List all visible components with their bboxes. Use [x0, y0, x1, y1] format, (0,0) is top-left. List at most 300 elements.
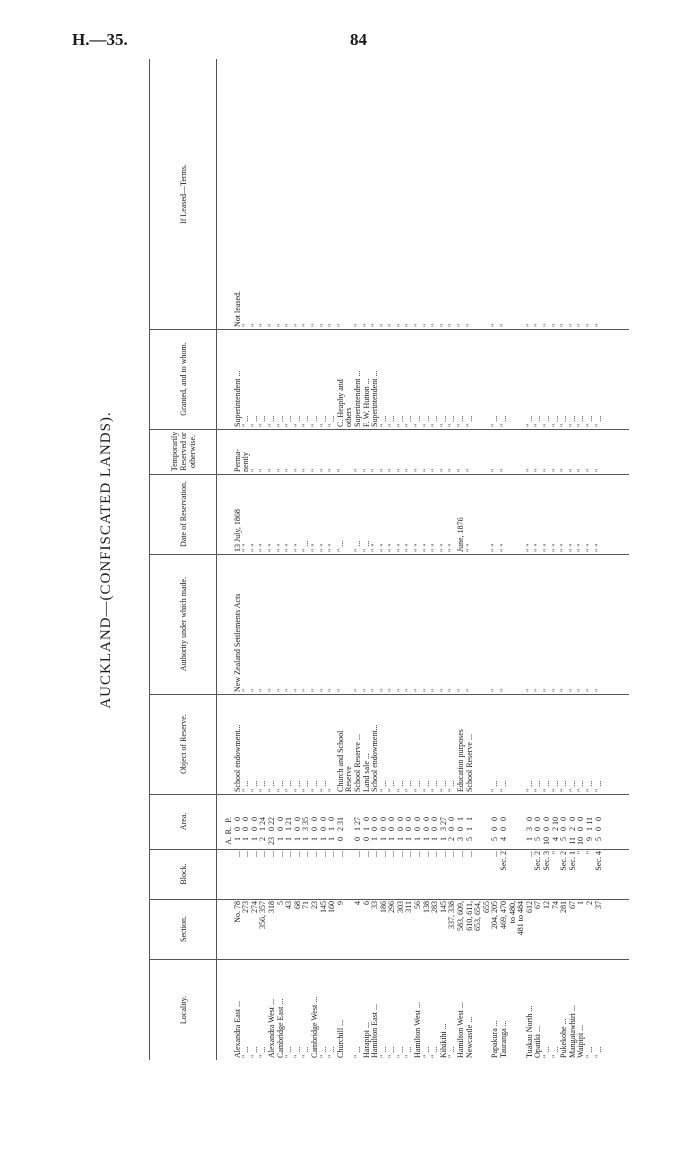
- block-header: Block.: [149, 849, 217, 899]
- block-cell: Sec. 2: [559, 851, 569, 871]
- locality-cell: " ...: [430, 1046, 440, 1058]
- date-cell: " ": [404, 543, 414, 552]
- area-p-value: 0: [404, 817, 414, 821]
- temp-cell: ": [541, 468, 551, 472]
- date-cell: " ": [327, 543, 337, 552]
- object-cell: School Reserve ...: [352, 734, 362, 792]
- section-cell: [345, 899, 354, 959]
- section-cell: 68: [292, 901, 302, 909]
- temp-cells: [217, 429, 603, 474]
- area-p-value: 0: [447, 817, 457, 821]
- locality-cell: Alexandra East ...: [232, 1000, 242, 1058]
- leased-cell: ": [404, 323, 414, 327]
- area-a-value: 1: [430, 837, 440, 841]
- area-a-value: 1: [378, 837, 388, 841]
- area-r-value: 0: [447, 827, 457, 831]
- locality-cell: " ...: [447, 1046, 457, 1058]
- object-cell: Church and School: [335, 730, 345, 792]
- object-cell: ": [327, 788, 337, 792]
- authority-header: Authority under which made.: [149, 554, 217, 694]
- granted-cell: " ...: [499, 415, 508, 427]
- authority-cell: ": [490, 688, 500, 692]
- section-column: [149, 899, 629, 960]
- area-a-value: 1: [327, 837, 337, 841]
- granted-cell: " ...: [421, 415, 431, 427]
- date-cell: " ...: [301, 540, 311, 552]
- object-cell: " ...: [550, 780, 560, 792]
- area-p-value: [509, 817, 518, 827]
- area-r-value: 0: [395, 827, 405, 831]
- area-p-value: 0: [387, 817, 397, 821]
- area-p-value: 0: [541, 817, 551, 821]
- area-r-value: 0: [593, 827, 603, 831]
- block-cell: Sec. 3: [541, 851, 551, 871]
- granted-cell: " ...: [318, 415, 328, 427]
- area-a-value: 1: [292, 837, 302, 841]
- leased-cell: ": [413, 323, 423, 327]
- temp-cell: ": [309, 468, 319, 472]
- locality-cell: Cambridge West ...: [309, 996, 319, 1058]
- leased-cell: [517, 59, 526, 329]
- leased-cell: ": [309, 323, 319, 327]
- area-a-value: 4: [499, 837, 508, 841]
- section-cells: [217, 899, 603, 959]
- temp-cell: ": [352, 468, 362, 472]
- date-cell: " ": [378, 543, 388, 552]
- date-cell: " ": [464, 543, 474, 552]
- object-cell: " ...: [249, 780, 259, 792]
- object-cell: " ...: [567, 780, 577, 792]
- date-cell: " ": [490, 543, 500, 552]
- granted-cell: " ...: [292, 415, 302, 427]
- authority-cell: [517, 554, 526, 694]
- locality-cell: " ...: [378, 1046, 388, 1058]
- leased-cell: [474, 59, 483, 329]
- area-cell: [509, 794, 518, 849]
- section-cell: 283: [430, 901, 440, 913]
- granted-cell: [483, 329, 492, 429]
- authority-cell: ": [593, 688, 603, 692]
- leased-cell: [225, 59, 234, 329]
- area-r-value: 0: [421, 827, 431, 831]
- date-cell: " ": [550, 543, 560, 552]
- section-cell: 337, 338: [447, 901, 457, 929]
- granted-cell: others: [344, 407, 354, 427]
- date-cell: " ": [266, 543, 276, 552]
- locality-cell: Alexandra West ...: [266, 999, 276, 1058]
- temp-cell: ": [593, 468, 603, 472]
- area-r-value: 3: [524, 827, 534, 831]
- area-r-value: 0: [430, 827, 440, 831]
- area-p-value: 27: [438, 817, 448, 825]
- block-cell: ...: [413, 851, 423, 857]
- area-cell: [337, 794, 346, 849]
- authority-cell: ": [327, 688, 337, 692]
- leased-cell: ": [421, 323, 431, 327]
- area-a-value: 4: [550, 837, 560, 841]
- locality-cell: " ...: [352, 1046, 362, 1058]
- granted-cell: " ...: [464, 415, 474, 427]
- section-cell: No. 78: [232, 901, 242, 923]
- granted-cell: " ...: [327, 415, 337, 427]
- object-cell: " ...: [413, 780, 423, 792]
- authority-cell: ": [456, 688, 466, 692]
- block-cell: ...: [352, 851, 362, 857]
- granted-cell: Superintendent ...: [352, 370, 362, 427]
- page-number: 84: [350, 30, 367, 49]
- block-cell: ...: [249, 851, 259, 857]
- authority-cell: ": [567, 688, 577, 692]
- section-cell: 281: [559, 901, 569, 913]
- leased-cell: ": [464, 323, 474, 327]
- locality-cell: " ...: [593, 1046, 603, 1058]
- temp-cell: ": [284, 468, 294, 472]
- section-cell: 12: [541, 901, 551, 909]
- area-p-value: 0: [524, 817, 534, 821]
- leased-cell: ": [387, 323, 397, 327]
- section-cell: 311: [404, 901, 414, 913]
- temp-cell: ": [567, 468, 577, 472]
- leased-cell: ": [378, 323, 388, 327]
- locality-cell: Churchill ...: [335, 1019, 345, 1058]
- area-r-value: [509, 827, 518, 837]
- area-r-value: 0: [275, 827, 285, 831]
- area-cell: [466, 794, 475, 849]
- area-p-value: 0: [421, 817, 431, 821]
- leased-cell: ": [533, 323, 543, 327]
- granted-cell: " ...: [387, 415, 397, 427]
- temp-cell: ": [378, 468, 388, 472]
- block-cell: ...: [327, 851, 337, 857]
- object-cell: " ...: [593, 780, 603, 792]
- area-r-value: 3: [438, 827, 448, 831]
- temp-cell: ": [266, 468, 276, 472]
- area-p-value: 22: [266, 817, 276, 825]
- block-cell: ": [576, 851, 586, 855]
- temp-cell: nently: [241, 452, 251, 472]
- locality-cell: Hamilton East ...: [370, 1004, 380, 1058]
- section-cell: 481 to 484: [516, 901, 526, 936]
- area-cell: [500, 794, 509, 849]
- section-cell: 318: [266, 901, 276, 913]
- granted-cell: " ...: [395, 415, 405, 427]
- locality-cell: " ...: [395, 1046, 405, 1058]
- section-cell: 273: [241, 901, 251, 913]
- authority-cell: ": [464, 688, 474, 692]
- area-r-value: 0: [576, 827, 586, 831]
- authority-cell: ": [241, 688, 251, 692]
- granted-cell: [474, 329, 483, 429]
- area-r-value: 1: [284, 827, 294, 831]
- section-cell: 469, 470: [499, 901, 508, 929]
- area-column: [149, 794, 629, 850]
- granted-cell: " ...: [447, 415, 457, 427]
- date-cell: [474, 474, 483, 554]
- leased-cell: ": [593, 323, 603, 327]
- block-cell: ...: [524, 851, 534, 857]
- section-cell: 5: [275, 901, 285, 905]
- leased-cell: ": [292, 323, 302, 327]
- object-cell: " ...: [404, 780, 414, 792]
- block-cell: ...: [318, 851, 328, 857]
- temp-cell: ": [490, 468, 500, 472]
- leased-cell: [483, 59, 492, 329]
- area-a-value: 1: [275, 837, 285, 841]
- block-cell: ...: [292, 851, 302, 857]
- area-p-value: 0: [361, 817, 371, 821]
- area-r-value: 0: [413, 827, 423, 831]
- temp-cell: ": [387, 468, 397, 472]
- block-cell: ...: [438, 851, 448, 857]
- area-a-value: 1: [309, 837, 319, 841]
- block-cell: Sec. 2: [499, 851, 508, 871]
- area-a-value: 1: [318, 837, 328, 841]
- locality-cell: [509, 960, 518, 1060]
- area-p-value: 0: [593, 817, 603, 821]
- authority-cell: ": [275, 688, 285, 692]
- temp-cell: ": [559, 468, 569, 472]
- authority-cell: ": [335, 688, 345, 692]
- area-r-value: 0: [241, 827, 251, 831]
- locality-cell: " ...: [421, 1046, 431, 1058]
- authority-cell: [509, 554, 518, 694]
- block-cell: ...: [490, 851, 500, 857]
- block-cell: Sec. 1: [567, 851, 577, 871]
- area-p-value: 0: [490, 817, 500, 821]
- area-a-value: 1: [284, 837, 294, 841]
- object-cell: School endowment...: [370, 724, 380, 792]
- area-p-value: 0: [378, 817, 388, 821]
- granted-column: [149, 329, 629, 430]
- authority-cell: ": [421, 688, 431, 692]
- authority-cell: ": [370, 688, 380, 692]
- block-cell: ...: [361, 851, 371, 857]
- area-a-value: 1: [404, 837, 414, 841]
- locality-cell: Harapipi ...: [361, 1022, 371, 1058]
- authority-cell: ": [533, 688, 543, 692]
- object-cell: [483, 694, 492, 794]
- area-p-value: 0: [292, 817, 302, 821]
- leased-cell: ": [327, 323, 337, 327]
- temp-cell: ": [413, 468, 423, 472]
- block-cell: ...: [275, 851, 285, 857]
- area-r-value: 0: [309, 827, 319, 831]
- section-cell: 71: [301, 901, 311, 909]
- object-cell: " ...: [292, 780, 302, 792]
- object-cell: " ...: [421, 780, 431, 792]
- section-cell: 56: [413, 901, 423, 909]
- object-cell: " ...: [309, 780, 319, 792]
- block-cell: ...: [335, 851, 345, 857]
- area-p-value: 0: [499, 817, 508, 821]
- locality-cell: Hamilton West ...: [456, 1002, 466, 1058]
- object-cell: " ...: [241, 780, 251, 792]
- temp-cell: ": [404, 468, 414, 472]
- block-cell: ...: [241, 851, 251, 857]
- object-cell: " ...: [576, 780, 586, 792]
- section-cell: 160: [327, 901, 337, 913]
- locality-cell: " ...: [318, 1046, 328, 1058]
- granted-cell: Superintendent ...: [370, 370, 380, 427]
- object-cell: " ...: [284, 780, 294, 792]
- area-p-value: 0: [413, 817, 423, 821]
- rotated-page: [93, 60, 638, 1060]
- object-column: [149, 694, 629, 795]
- authority-cell: ": [361, 688, 371, 692]
- object-cell: School endowment...: [232, 724, 242, 792]
- granted-cell: " ...: [567, 415, 577, 427]
- object-cell: " ...: [430, 780, 440, 792]
- block-cells: [217, 849, 603, 899]
- page-title: AUCKLAND—(CONFISCATED LANDS).: [98, 411, 114, 709]
- leased-cell: ": [559, 323, 569, 327]
- date-cell: [509, 474, 518, 554]
- area-a-value: 2: [447, 837, 457, 841]
- section-cell: 23: [309, 901, 319, 909]
- object-cell: " ...: [541, 780, 551, 792]
- area-p-value: 0: [395, 817, 405, 821]
- leased-cell: ": [335, 323, 345, 327]
- area-a-value: 5: [559, 837, 569, 841]
- date-cell: " ...: [352, 540, 362, 552]
- section-cell: 67: [533, 901, 543, 909]
- area-a-value: 11: [567, 837, 577, 845]
- section-cell: 655: [481, 901, 491, 913]
- temp-cell: ": [438, 468, 448, 472]
- temp-cell: ": [370, 468, 380, 472]
- granted-cell: " ...: [438, 415, 448, 427]
- area-p-value: 0: [430, 817, 440, 821]
- area-p-value: 0: [576, 817, 586, 821]
- date-cell: " ": [593, 543, 603, 552]
- granted-cell: F. W. Hutton ...: [361, 378, 371, 427]
- section-cell: 2: [584, 901, 594, 905]
- section-cell: 145: [318, 901, 328, 913]
- authority-cell: ": [438, 688, 448, 692]
- temp-cell: ": [464, 468, 474, 472]
- section-cell: 612: [524, 901, 534, 913]
- area-r-value: [474, 827, 483, 837]
- date-cell: " ": [370, 543, 380, 552]
- object-cell: Land sale ...: [361, 753, 371, 792]
- area-r-value: 1: [464, 827, 474, 831]
- locality-cell: Hamilton West ...: [413, 1002, 423, 1058]
- authority-cell: ": [284, 688, 294, 692]
- authority-cell: ": [378, 688, 388, 692]
- leased-cell: ": [258, 323, 268, 327]
- block-cell: ": [584, 851, 594, 855]
- locality-cell: " ...: [550, 1046, 560, 1058]
- object-cell: " ...: [438, 780, 448, 792]
- authority-cell: New Zealand Settlements Acts: [232, 593, 242, 692]
- area-a-value: 1: [232, 837, 242, 841]
- leased-cell: ": [284, 323, 294, 327]
- date-cell: " ": [318, 543, 328, 552]
- section-cell: 43: [284, 901, 294, 909]
- leased-cell: ": [438, 323, 448, 327]
- area-r-value: 3: [301, 827, 311, 831]
- area-a-value: 1: [241, 837, 251, 841]
- object-cell: School Reserve ...: [464, 734, 474, 792]
- block-column: [149, 849, 629, 900]
- temp-cell: ": [421, 468, 431, 472]
- section-cell: 1: [576, 901, 586, 905]
- area-r-value: R.: [224, 827, 233, 835]
- locality-cell: Papakura ...: [490, 1020, 500, 1058]
- area-header: Area.: [149, 794, 217, 849]
- granted-cell: " ...: [576, 415, 586, 427]
- block-cell: ...: [266, 851, 276, 857]
- section-cell: 138: [421, 901, 431, 913]
- area-a-value: 1: [395, 837, 405, 841]
- area-a-value: [509, 837, 518, 847]
- area-a-value: 1: [249, 837, 259, 841]
- leased-cell: ": [584, 323, 594, 327]
- granted-cell: " ...: [266, 415, 276, 427]
- object-header: Object of Reserve.: [149, 694, 217, 794]
- area-cell: [595, 794, 604, 849]
- section-cell: 653, 654,: [473, 901, 483, 931]
- area-p-value: 0: [309, 817, 319, 821]
- granted-cell: " ...: [275, 415, 285, 427]
- area-a-value: 0: [352, 837, 362, 841]
- object-cell: " ...: [318, 780, 328, 792]
- authority-cell: ": [550, 688, 560, 692]
- locality-cell: " ...: [404, 1046, 414, 1058]
- block-cell: [474, 849, 483, 899]
- object-cell: " ...: [524, 780, 534, 792]
- leased-cell: ": [447, 323, 457, 327]
- area-p-value: 10: [550, 817, 560, 825]
- locality-cell: " ...: [249, 1046, 259, 1058]
- date-cell: " ": [258, 543, 268, 552]
- area-a-value: 1: [438, 837, 448, 841]
- area-a-value: 2: [258, 837, 268, 841]
- area-a-value: 1: [413, 837, 423, 841]
- date-cell: " ": [533, 543, 543, 552]
- granted-cell: C. Heaphy and: [335, 379, 345, 427]
- section-cell: 583, 609,: [456, 901, 466, 931]
- granted-cell: " ...: [490, 415, 500, 427]
- granted-cell: " ...: [378, 415, 388, 427]
- leased-cell: ": [249, 323, 259, 327]
- area-r-value: 0: [533, 827, 543, 831]
- date-cell: " ": [576, 543, 586, 552]
- locality-cell: Cambridge East ...: [275, 998, 285, 1058]
- area-p-value: P.: [224, 817, 233, 823]
- area-p-value: 35: [301, 817, 311, 825]
- date-cell: " ": [430, 543, 440, 552]
- area-p-value: 11: [584, 817, 594, 825]
- area-p-value: 0: [275, 817, 285, 821]
- area-a-value: 0: [361, 837, 371, 841]
- temp-cell: [509, 429, 518, 474]
- block-cell: ...: [301, 851, 311, 857]
- area-p-value: 0: [318, 817, 328, 821]
- block-cell: ": [550, 851, 560, 855]
- section-cell: 303: [395, 901, 405, 913]
- leased-cell: ": [301, 323, 311, 327]
- locality-cell: " ...: [292, 1046, 302, 1058]
- section-cell: 204, 205: [490, 901, 500, 929]
- granted-cell: [509, 329, 518, 429]
- leased-cell: [345, 59, 354, 329]
- locality-cell: Pukekohe ...: [559, 1018, 569, 1058]
- authority-cell: ": [309, 688, 319, 692]
- authority-cell: ": [301, 688, 311, 692]
- locality-cell: " ...: [284, 1046, 294, 1058]
- object-cell: " ...: [559, 780, 569, 792]
